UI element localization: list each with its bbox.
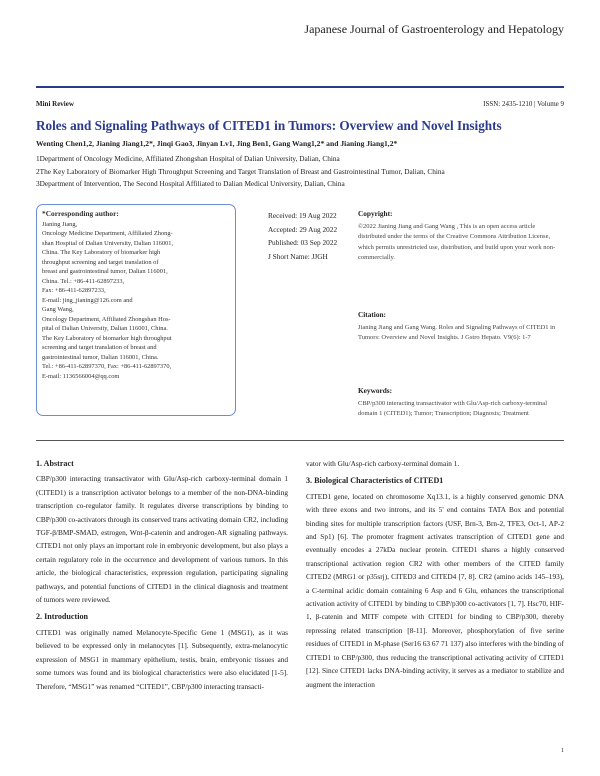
keywords-heading: Keywords: [358, 386, 393, 395]
corresponding-author-box [36, 204, 236, 416]
header-rule [36, 86, 564, 88]
corr-line: Oncology Department, Affiliated Zhongshan Hos- [42, 315, 171, 323]
affiliation-3: 3Department of Intervention, The Second Hospital Affiliated to Dalian Medical University, Dalian, China [36, 179, 345, 189]
copyright-block [358, 209, 564, 264]
corr-line: China. The Key Laboratory of biomarker high [42, 249, 161, 256]
journal-title: Japanese Journal of Gastroenterology and Hepatology [304, 22, 564, 36]
corr-line: Oncology Medicine Department, Affiliated Zhong- [42, 230, 173, 237]
corr-line: pital of Dalian University, Dalian 116001, China. [42, 325, 168, 332]
affiliation-1: 1Department of Oncology Medicine, Affiliated Zhongshan Hospital of Dalian University, Dalian, China [36, 154, 340, 163]
corr-line: screening and target translation of breast and [42, 344, 157, 351]
section-divider [36, 440, 564, 441]
corr-line: The Key Laboratory of biomarker high throughput [42, 334, 172, 342]
citation-heading: Citation: [358, 310, 386, 319]
biology-text: CITED1 gene, located on chromosome Xq13.1, is a highly conserved genomic DNA with three exons and two introns, and its 5' end contains TATA Box and potential binding sites for multiple transcription factors (USF, Brn-3, Brn-2, TFE3, Oct-1, AP-2 and Sp1) [6]. The promoter fragment activates transcription of CITED1 gene and eventually encodes a 27kDa nuclear protein. CITED1 shares a highly conserved transcriptional activation region CR2 with other members of the CITED family CITED2 (MRG1 or p35srj), CITED3 and CITED4 [7, 8]. CR2 (amino acids 145–193), a C-terminal acidic domain containing 6 Asp and 6 Glu, enhances the transcriptional activation activity of CITED1 by binding to CBP/p300 co-activators [1, 7]. Hsc70, HIF-1, β-catenin and MITF compete with CITED1 for binding to CBP/p300, thereby repressing related transcription [8-11]. Moreover, phosphorylation of five serine residues of CITED1 in M-phase (Ser16 63 67 71 137) also interferes with the binding of CITED1 to CBP/p300, thus reducing the transcriptional activating activity of CITED1 [12]. Since CITED1 lacks DNA-binding activity, it serves as a mediator to stabilize and augment the interaction [306, 491, 564, 689]
corr-line: shan Hospital of Dalian University, Dalian 116001, [42, 239, 174, 247]
introduction-text: CITED1 was originally named Melanocyte-Specific Gene 1 (MSG1), as it was believed to be expressed only in melanocytes [1]. Subsequently, extra-melanocytic expression of MSG1 in mammary epithelium, testis, brain, embryonic tissues and some tumors was found and its biological characteristics were also elucidated [1-5]. Therefore, “MSG1” was renamed “CITED1”, CBP/p300 interacting transacti- [36, 627, 288, 691]
corr-line: E-mail: 1136566004@qq.com [42, 372, 120, 380]
citation-text: Jianing Jiang and Gang Wang. Roles and Signaling Pathways of CITED1 in Tumors: Overview and Novel Insights. J Gstro Hepato. V9(6): 1-7 [358, 323, 556, 341]
abstract-text: CBP/p300 interacting transactivator with Glu/Asp-rich carboxy-terminal domain 1 (CITED1) is a transcription activator belongs to a member of the non-DNA-binding transcription co-regulator family. It regulates diverse transcriptions by binding to CBP/p300 co-activators through its conserved trans activating domain CR2, including TGF-β/BMP-SMAD, estrogen, Wnt-β-catenin and androgen-AR signaling pathways. CITED1 not only plays an important role in embryonic development, but also plays a certain regulatory role in the occurrence and development of various tumors. In this article, the biological characteristics, expression regulation, participating signaling pathways, and potential functions of CITED1 in the clinical diagnosis and treatment of tumors were reviewed. [36, 474, 288, 605]
introduction-heading: 2. Introduction [36, 612, 89, 622]
biology-heading: 3. Biological Characteristics of CITED1 [306, 476, 444, 486]
left-column [36, 457, 288, 697]
corr-line: gastrointestinal tumor, Dalian 116001, China. [42, 353, 159, 361]
author-list: Wenting Chen1,2, Jianing Jiang1,2*, Jinqi Gao3, Jinyan Lv1, Jing Ben1, Gang Wang1,2* and Jianing Jiang1,2* [36, 139, 398, 148]
accepted-date: Accepted: 29 Aug 2022 [268, 224, 338, 234]
introduction-continued: vator with Glu/Asp-rich carboxy-terminal domain 1. [306, 459, 460, 468]
article-title: Roles and Signaling Pathways of CITED1 in Tumors: Overview and Novel Insights [36, 118, 502, 133]
corr-line: Jianing Jiang, [42, 220, 78, 228]
article-dates [268, 209, 337, 263]
keywords-block [358, 386, 564, 420]
corr-line: throughput screening and target translation of [42, 258, 159, 266]
citation-block [358, 310, 564, 344]
abstract-heading: 1. Abstract [36, 459, 74, 468]
corr-line: Fax: +86-411-62897233, [42, 287, 106, 294]
corr-line: breast and gastrointestinal tumor, Dalian 116001, [42, 268, 168, 275]
keywords-text: CBP/p300 interacting transactivator with Glu/Asp-rich carboxy-terminal domain 1 (CITED1); Tumor; Transcription; Diagnosis; Treatment [358, 399, 547, 417]
published-date: Published: 03 Sep 2022 [268, 238, 338, 247]
copyright-text: ©2022 Jianing Jiang and Gang Wang , This is an open access article distributed under the terms of the Creative Commons Attribution License, which permits unrestricted use, distribution, and build upon your work non-commercially. [358, 222, 556, 261]
right-column [306, 457, 564, 695]
issn-volume: ISSN: 2435-1210 | Volume 9 [483, 100, 564, 108]
copyright-heading: Copyright: [358, 209, 393, 218]
corr-line: E-mail: jing_jianing@126.com and [42, 296, 133, 304]
corr-line: China. Tel.: +86-411-62897233, [42, 277, 125, 285]
page-number: 1 [561, 748, 564, 754]
corr-line: Gang Wang, [42, 306, 74, 313]
affiliation-2: 2The Key Laboratory of Biomarker High Throughput Screening and Target Translation of Breast and Gastrointestinal Tumor, Dalian, China [36, 166, 445, 176]
short-name: J Short Name: JJGH [268, 251, 328, 261]
corresponding-author-heading: *Corresponding author: [42, 209, 119, 218]
affiliations [36, 153, 564, 191]
article-type: Mini Review [36, 100, 74, 108]
received-date: Received: 19 Aug 2022 [268, 211, 337, 220]
corr-line: Tel.: +86-411-62897370, Fax: +86-411-62897370, [42, 363, 172, 370]
